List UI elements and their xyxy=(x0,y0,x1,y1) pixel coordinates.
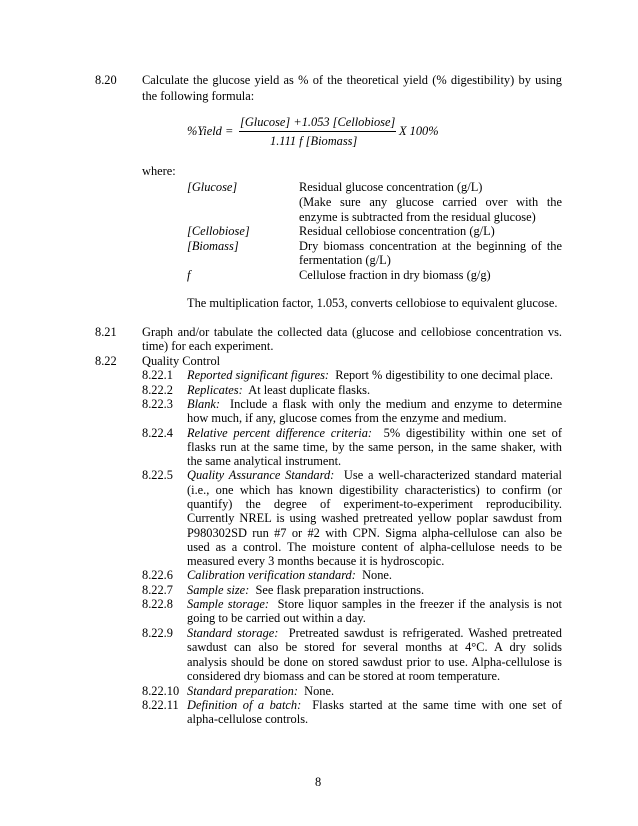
item-label: Relative percent difference criteria: xyxy=(187,426,373,440)
item-text: 5% digestibility within one set of xyxy=(383,426,562,440)
item-number: 8.22.5 xyxy=(142,468,173,482)
section-8-20-text-line2: the following formula: xyxy=(142,89,255,103)
item-line: measured every 3 months because it is hydroscopic. xyxy=(187,554,445,568)
item-label: Replicates: xyxy=(187,383,243,397)
where-def-f: Cellulose fraction in dry biomass (g/g) xyxy=(299,268,491,282)
item-line xyxy=(187,583,424,597)
item-text: Use a well-characterized standard material xyxy=(343,468,562,482)
item-line xyxy=(187,626,562,640)
item-text: Store liquor samples in the freezer if the analysis is not xyxy=(277,597,563,611)
formula-fraction-bar xyxy=(239,131,396,132)
item-line xyxy=(187,684,334,698)
item-line xyxy=(187,597,562,611)
multiplication-factor-note: The multiplication factor, 1.053, converts cellobiose to equivalent glucose. xyxy=(187,296,558,310)
item-label: Sample size: xyxy=(187,583,250,597)
item-line xyxy=(187,397,562,411)
item-number: 8.22.2 xyxy=(142,383,173,397)
item-line: (i.e., one which has known digestibility characteristics) to confirm (or xyxy=(187,483,562,497)
item-number: 8.22.6 xyxy=(142,568,173,582)
where-def-glucose: Residual glucose concentration (g/L) xyxy=(299,180,483,194)
item-line xyxy=(187,468,562,482)
where-def-biomass-2: fermentation (g/L) xyxy=(299,253,391,267)
item-text: Flasks started at the same time with one set of xyxy=(312,698,562,712)
section-8-21-line1: Graph and/or tabulate the collected data (glucose and cellobiose concentration vs. xyxy=(142,325,562,339)
item-number: 8.22.10 xyxy=(142,684,180,698)
section-number-8-20: 8.20 xyxy=(95,73,117,87)
item-label: Sample storage: xyxy=(187,597,270,611)
item-line: sawdust can also be stored for several months at 4°C. A dry solids xyxy=(187,640,562,654)
item-line: going to be carried out within a day. xyxy=(187,611,366,625)
item-text: None. xyxy=(362,568,393,582)
item-text: At least duplicate flasks. xyxy=(248,383,371,397)
item-number: 8.22.7 xyxy=(142,583,173,597)
section-8-20-text-line1: Calculate the glucose yield as % of the theoretical yield (% digestibility) by using xyxy=(142,73,562,87)
item-line xyxy=(187,383,370,397)
section-number-8-22: 8.22 xyxy=(95,354,117,368)
where-term-f: f xyxy=(187,268,191,282)
item-line: how much, if any, glucose comes from the enzyme and medium. xyxy=(187,411,507,425)
item-number: 8.22.9 xyxy=(142,626,173,640)
item-label: Standard preparation: xyxy=(187,684,298,698)
item-label: Quality Assurance Standard: xyxy=(187,468,335,482)
item-line: Currently NREL is using washed pretreated yellow poplar sawdust from xyxy=(187,511,562,525)
item-line xyxy=(187,698,562,712)
item-text: None. xyxy=(304,684,335,698)
item-number: 8.22.4 xyxy=(142,426,173,440)
item-text: Pretreated sawdust is refrigerated. Washed pretreated xyxy=(288,626,563,640)
where-def-biomass-1: Dry biomass concentration at the beginning of the xyxy=(299,239,562,253)
item-line: quantify) the degree of experiment-to-experiment reproducibility. xyxy=(187,497,562,511)
section-number-8-21: 8.21 xyxy=(95,325,117,339)
where-term-biomass: [Biomass] xyxy=(187,239,239,253)
item-number: 8.22.11 xyxy=(142,698,179,712)
item-label: Standard storage: xyxy=(187,626,279,640)
section-8-22-title: Quality Control xyxy=(142,354,221,368)
item-text: Report % digestibility to one decimal place. xyxy=(335,368,554,382)
item-line: the same analytical instrument. xyxy=(187,454,342,468)
item-number: 8.22.8 xyxy=(142,597,173,611)
item-line: used as a control. The moisture content of alpha-cellulose needs to be xyxy=(187,540,562,554)
where-def-glucose-note-2: enzyme is subtracted from the residual glucose) xyxy=(299,210,536,224)
item-label: Reported significant figures: xyxy=(187,368,330,382)
page-number: 8 xyxy=(315,775,322,789)
item-text: Include a flask with only the medium and enzyme to determine xyxy=(230,397,562,411)
item-text: See flask preparation instructions. xyxy=(255,583,425,597)
item-label: Definition of a batch: xyxy=(187,698,302,712)
formula-lhs: %Yield = xyxy=(187,124,234,138)
formula-numerator: [Glucose] +1.053 [Cellobiose] xyxy=(240,115,396,129)
item-line: considered dry biomass and can be stored at room temperature. xyxy=(187,669,501,683)
item-number: 8.22.3 xyxy=(142,397,173,411)
item-label: Calibration verification standard: xyxy=(187,568,356,582)
item-number: 8.22.1 xyxy=(142,368,173,382)
section-8-21-line2: time) for each experiment. xyxy=(142,339,274,353)
item-line: flasks run at the same time, by the same person, in the same shaker, with xyxy=(187,440,562,454)
item-line: P980302SD run #7 or #2 with CPN. Sigma alpha-cellulose can also be xyxy=(187,526,562,540)
formula-denominator: 1.111 f [Biomass] xyxy=(270,134,358,148)
item-line: alpha-cellulose controls. xyxy=(187,712,309,726)
item-line xyxy=(187,426,562,440)
where-label: where: xyxy=(142,164,176,178)
item-line: analysis should be done on stored sawdust prior to use. Alpha-cellulose is xyxy=(187,655,562,669)
where-term-glucose: [Glucose] xyxy=(187,180,238,194)
item-line xyxy=(187,568,392,582)
formula-multiplier: X 100% xyxy=(399,124,439,138)
where-def-glucose-note-1: (Make sure any glucose carried over with the xyxy=(299,195,562,209)
where-term-cellobiose: [Cellobiose] xyxy=(187,224,250,238)
item-label: Blank: xyxy=(187,397,221,411)
item-line xyxy=(187,368,553,382)
where-def-cellobiose: Residual cellobiose concentration (g/L) xyxy=(299,224,495,238)
